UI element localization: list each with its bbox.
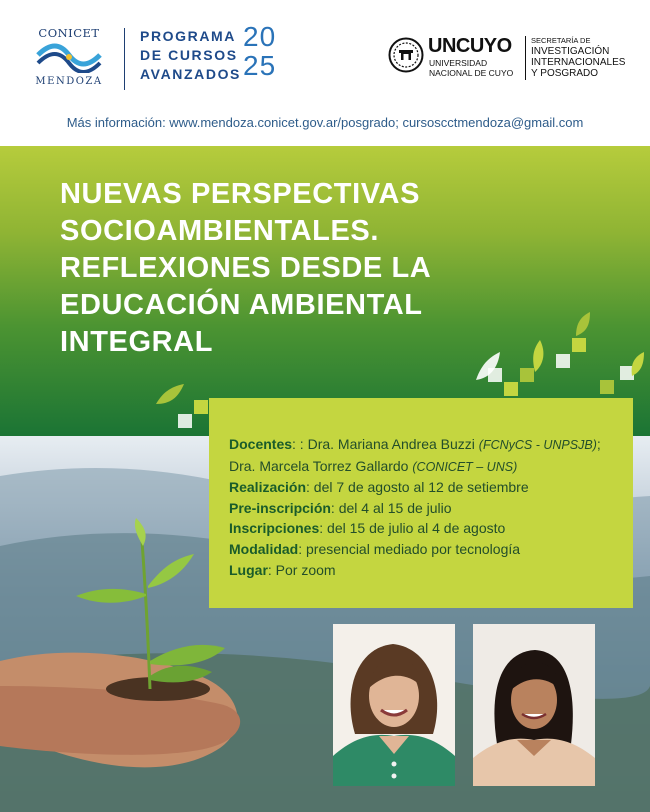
realizacion-value: : del 7 de agosto al 12 de setiembre [306, 479, 529, 496]
year-bottom: 25 [243, 50, 277, 81]
uncuyo-sub2: NACIONAL DE CUYO [429, 68, 514, 78]
docente1-institution: (FCNyCS - UNPSJB) [478, 438, 597, 452]
inscripciones-value: : del 15 de julio al 4 de agosto [319, 520, 506, 537]
realizacion-row [229, 477, 625, 498]
docente2-row [229, 456, 625, 478]
preinscripcion-value: : del 4 al 15 de julio [330, 499, 452, 516]
inscripciones-row [229, 518, 625, 539]
secretaria-line3: INTERNACIONALES [531, 57, 626, 68]
docente-2-photo [473, 624, 595, 786]
docente1-name: Dra. Mariana Andrea Buzzi [307, 436, 479, 452]
title-line5: INTEGRAL [60, 326, 214, 358]
conicet-city: MENDOZA [35, 76, 103, 87]
title-line3: REFLEXIONES DESDE LA [60, 252, 432, 284]
secretaria-line2: INVESTIGACIÓN [531, 46, 610, 57]
title-line4: EDUCACIÓN AMBIENTAL [60, 289, 423, 321]
program-line2: DE CURSOS [140, 47, 238, 63]
modalidad-label: Modalidad [229, 540, 299, 557]
course-details [229, 434, 625, 580]
program-line3: AVANZADOS [140, 66, 241, 82]
more-info-text: Más información: www.mendoza.conicet.gov.ar/posgrado; cursoscctmendoza@gmail.com [66, 115, 584, 130]
docente-1-photo [333, 624, 455, 786]
program-line1: PROGRAMA [140, 28, 237, 44]
portrait-docente-2 [473, 624, 595, 786]
secretaria-line1: SECRETARÍA DE [531, 36, 591, 45]
uncuyo-sub1: UNIVERSIDAD [429, 58, 488, 68]
year-top: 20 [243, 21, 277, 52]
docente2-name: Dra. Marcela Torrez Gallardo [229, 457, 413, 474]
docente2-institution: (CONICET – UNS) [412, 459, 518, 474]
modalidad-row [229, 539, 625, 560]
preinscripcion-row [229, 498, 625, 519]
title-line2: SOCIOAMBIENTALES. [60, 215, 380, 247]
docentes-row [229, 434, 625, 456]
conicet-name: CONICET [38, 26, 100, 40]
title-line1: NUEVAS PERSPECTIVAS [60, 178, 421, 210]
uncuyo-name: UNCUYO [428, 35, 512, 57]
lugar-row [229, 560, 625, 581]
docentes-label: Docentes [229, 436, 293, 452]
realizacion-label: Realización [229, 479, 307, 496]
lugar-value: : Por zoom [267, 561, 336, 578]
modalidad-value: : presencial mediado por tecnología [298, 540, 521, 557]
portrait-docente-1 [333, 624, 455, 786]
docente1-end: ; [596, 436, 601, 452]
docentes-sep: : : [292, 436, 308, 452]
lugar-label: Lugar [229, 561, 268, 578]
secretaria-line4: Y POSGRADO [531, 68, 599, 79]
preinscripcion-label: Pre-inscripción [229, 499, 331, 516]
inscripciones-label: Inscripciones [229, 520, 320, 537]
